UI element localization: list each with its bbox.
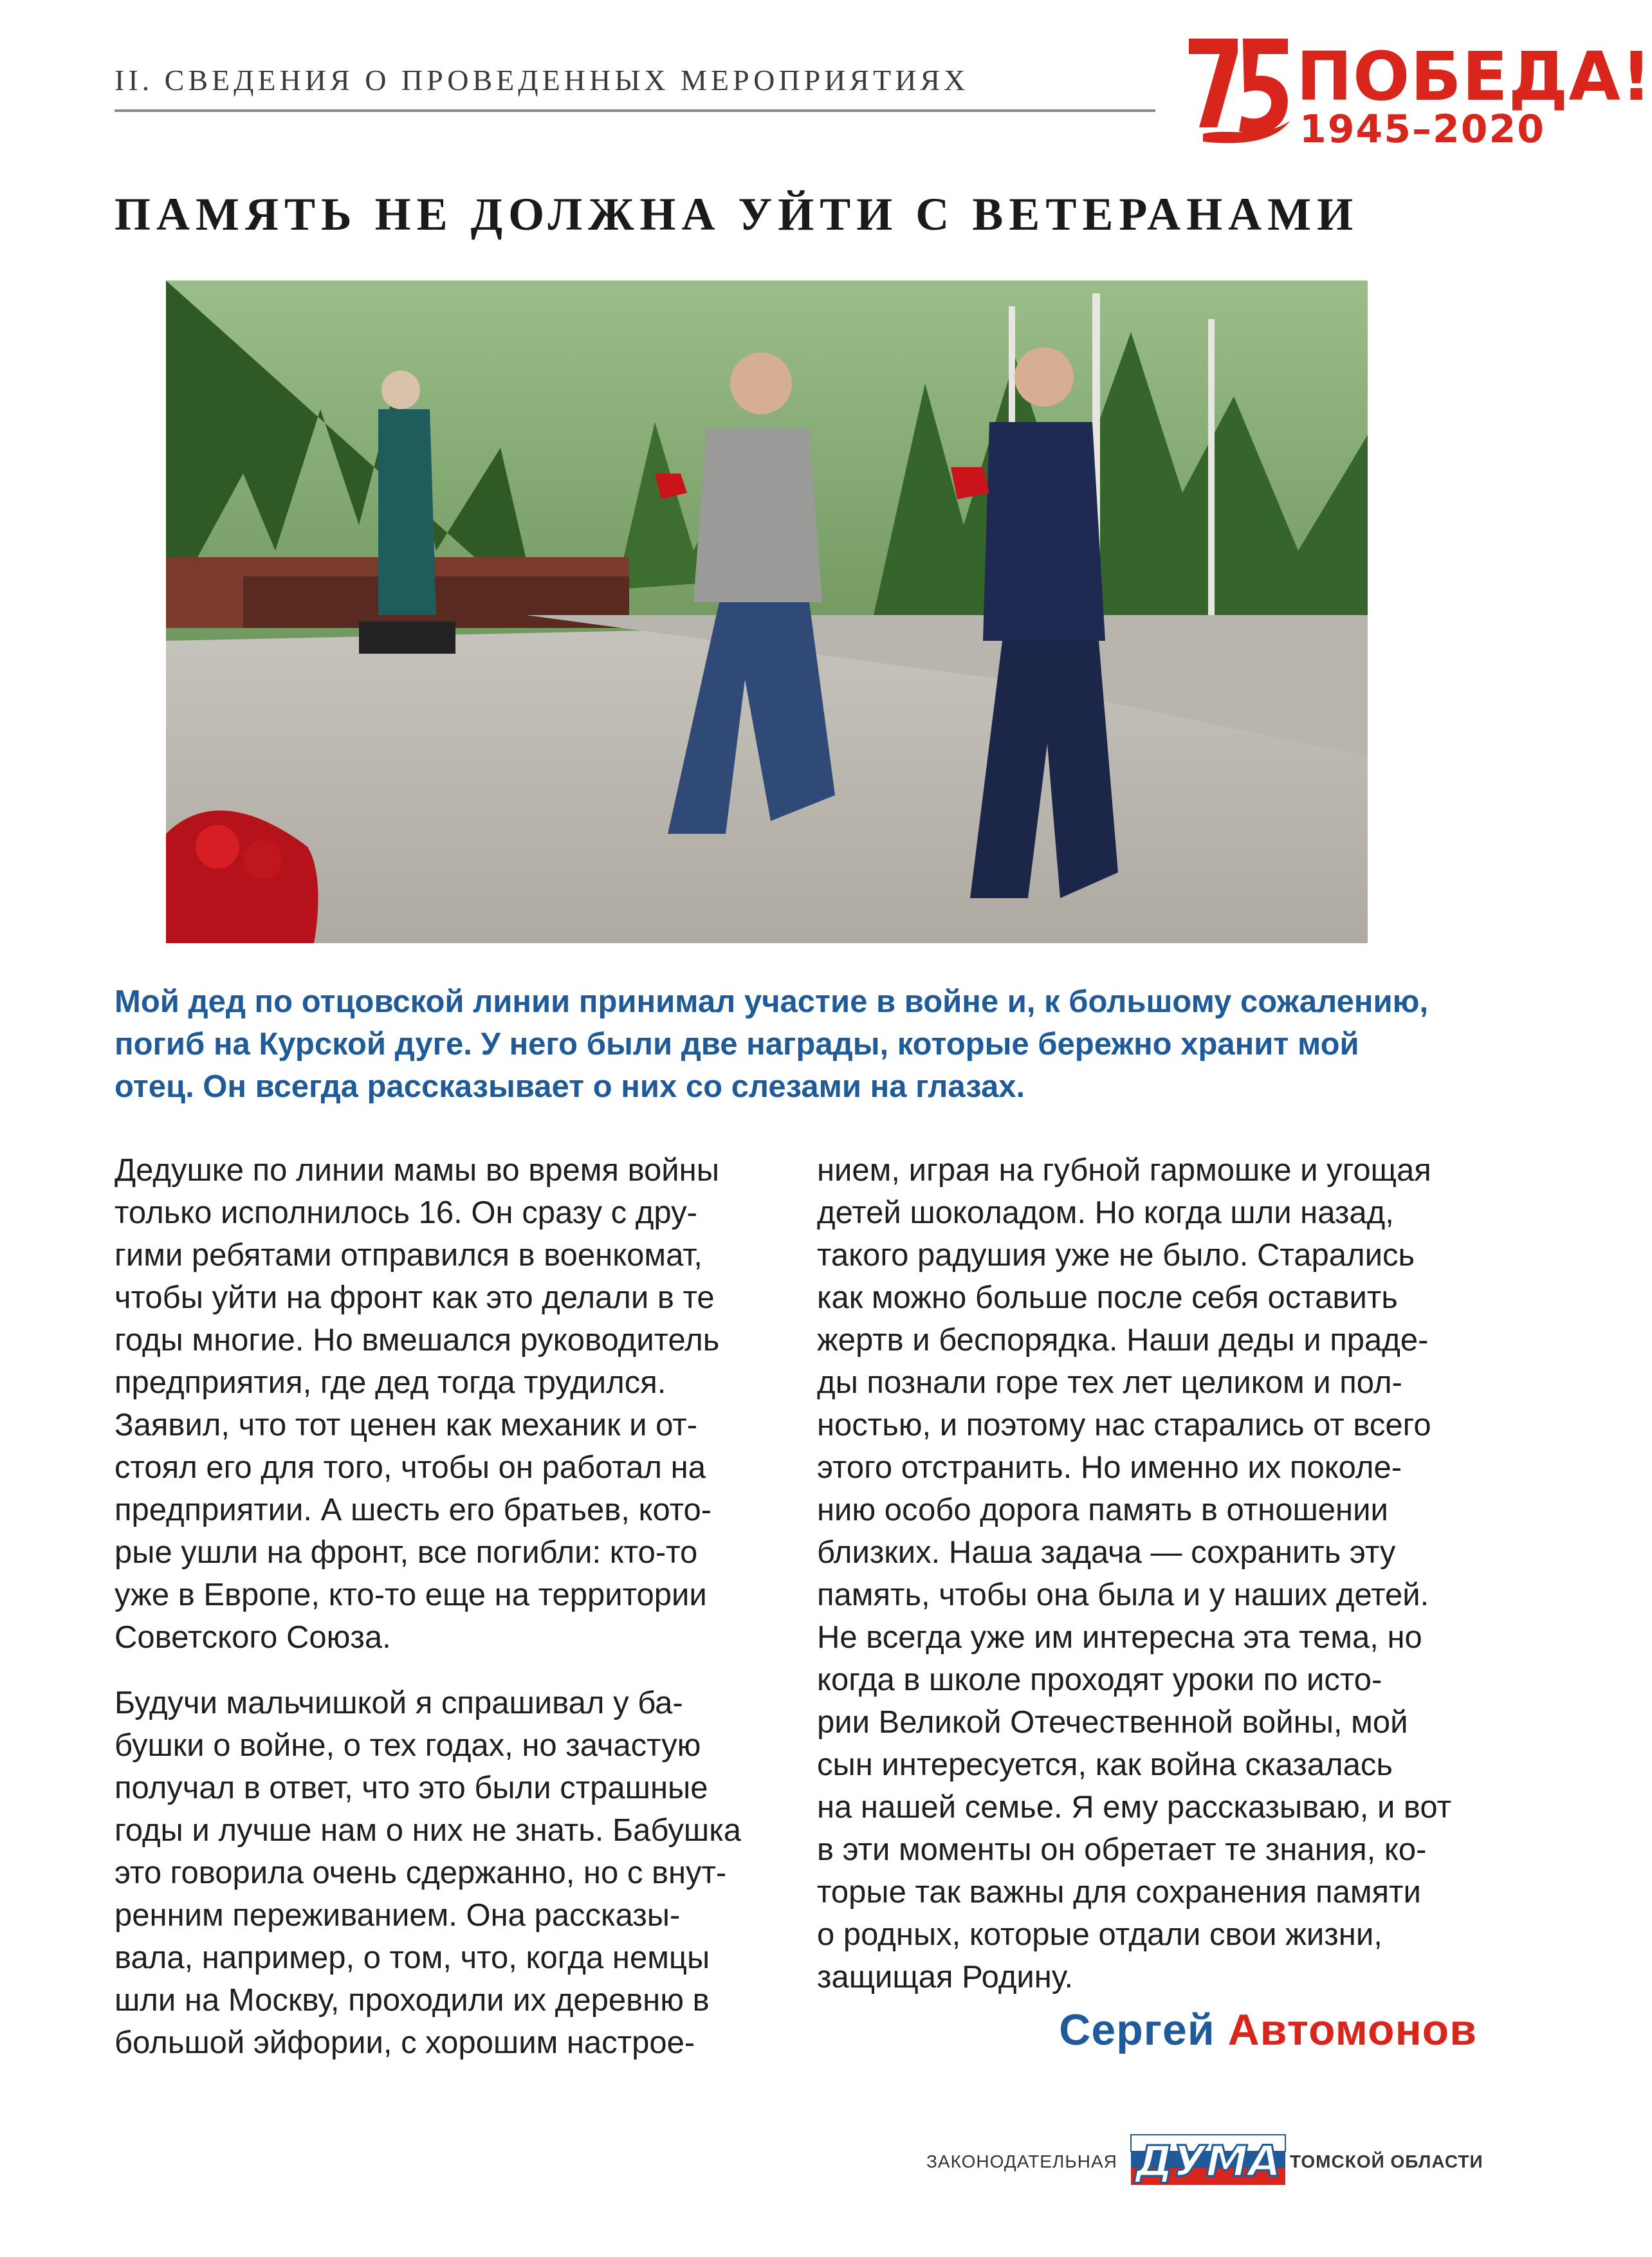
author-first-name: Сергей bbox=[1059, 2005, 1215, 2054]
text-line: только исполнилось 16. Он сразу с дру- bbox=[115, 1195, 697, 1230]
text-line: такого радушия уже не было. Старались bbox=[817, 1238, 1415, 1273]
article-lead bbox=[115, 981, 1485, 1108]
duma-flag-icon bbox=[1131, 2126, 1285, 2190]
text-line: большой эйфории, с хорошим настрое- bbox=[115, 2025, 695, 2060]
text-line: гими ребятами отправился в военкомат, bbox=[115, 1238, 702, 1273]
article-title: ПАМЯТЬ НЕ ДОЛЖНА УЙТИ С ВЕТЕРАНАМИ bbox=[115, 189, 1359, 240]
lead-line: отец. Он всегда рассказывает о них со слезами на глазах. bbox=[115, 1069, 1025, 1104]
text-line: чтобы уйти на фронт как это делали в те bbox=[115, 1280, 715, 1315]
text-line: нием, играя на губной гармошке и угощая bbox=[817, 1153, 1431, 1188]
lead-line: Мой дед по отцовской линии принимал участие в войне и, к большому сожалению, bbox=[115, 984, 1429, 1019]
text-line: предприятия, где дед тогда трудился. bbox=[115, 1365, 666, 1400]
logo-word: ПОБЕДА! bbox=[1296, 37, 1652, 116]
text-line: стоял его для того, чтобы он работал на bbox=[115, 1450, 706, 1485]
text-line: этого отстранить. Но именно их поколе- bbox=[817, 1450, 1402, 1485]
author-signature bbox=[1004, 2005, 1477, 2055]
header-rule bbox=[115, 109, 1155, 112]
text-line: ностью, и поэтому нас старались от всего bbox=[817, 1408, 1431, 1442]
duma-logo-mark: ДУМА bbox=[1135, 2137, 1281, 2186]
logo-years: 1945–2020 bbox=[1299, 107, 1545, 152]
text-line: торые так важны для сохранения памяти bbox=[817, 1875, 1421, 1910]
text-line: шли на Москву, проходили их деревню в bbox=[115, 1983, 710, 2018]
text-line: это говорила очень сдержанно, но с внут- bbox=[115, 1856, 727, 1890]
text-line: годы и лучше нам о них не знать. Бабушка bbox=[115, 1813, 741, 1848]
text-line: получал в ответ, что это были страшные bbox=[115, 1771, 708, 1805]
text-line: сын интересуется, как война сказалась bbox=[817, 1747, 1393, 1782]
text-line: ды познали горе тех лет целиком и пол- bbox=[817, 1365, 1402, 1400]
text-line: защищая Родину. bbox=[817, 1960, 1074, 1994]
text-line: детей шоколадом. Но когда шли назад, bbox=[817, 1195, 1394, 1230]
duma-logo bbox=[926, 2126, 1492, 2190]
text-line: ренним переживанием. Она рассказы- bbox=[115, 1898, 681, 1933]
text-line: годы многие. Но вмешался руководитель bbox=[115, 1323, 720, 1358]
duma-logo-left-text: ЗАКОНОДАТЕЛЬНАЯ bbox=[926, 2151, 1117, 2171]
text-line: как можно больше после себя оставить bbox=[817, 1280, 1398, 1315]
text-line: близких. Наша задача — сохранить эту bbox=[817, 1535, 1396, 1570]
section-label: II. СВЕДЕНИЯ О ПРОВЕДЕННЫХ МЕРОПРИЯТИЯХ bbox=[115, 64, 969, 97]
text-line: Заявил, что тот ценен как механик и от- bbox=[115, 1408, 698, 1442]
author-last-name: Автомонов bbox=[1227, 2005, 1477, 2054]
lead-line: погиб на Курской дуге. У него были две награды, которые бережно хранит мой bbox=[115, 1027, 1359, 1062]
duma-logo-right-text: ТОМСКОЙ ОБЛАСТИ bbox=[1290, 2151, 1483, 2171]
text-line: предприятии. А шесть его братьев, кото- bbox=[115, 1493, 712, 1527]
text-line: рии Великой Отечественной войны, мой bbox=[817, 1705, 1408, 1740]
text-line: нию особо дорога память в отношении bbox=[817, 1493, 1388, 1527]
ceremony-photo bbox=[166, 281, 1368, 943]
text-line: Дедушке по линии мамы во время войны bbox=[115, 1153, 719, 1188]
text-line: жертв и беспорядка. Наши деды и праде- bbox=[817, 1323, 1429, 1358]
text-line: вала, например, о том, что, когда немцы bbox=[115, 1940, 710, 1975]
text-line: уже в Европе, кто-то еще на территории bbox=[115, 1578, 707, 1612]
right-column bbox=[817, 1149, 1512, 1998]
paragraph bbox=[115, 1149, 809, 1659]
text-line: бушки о войне, о тех годах, но зачастую bbox=[115, 1728, 701, 1763]
text-line: о родных, которые отдали свои жизни, bbox=[817, 1917, 1382, 1952]
logo-number: 75 bbox=[1184, 31, 1185, 32]
text-line: рые ушли на фронт, все погибли: кто-то bbox=[115, 1535, 698, 1570]
text-line: на нашей семье. Я ему рассказываю, и вот bbox=[817, 1790, 1452, 1825]
text-line: память, чтобы она была и у наших детей. bbox=[817, 1578, 1429, 1612]
text-line: Не всегда уже им интересна эта тема, но bbox=[817, 1620, 1422, 1655]
victory-75-logo bbox=[1184, 31, 1652, 153]
text-line: в эти моменты он обретает те знания, ко- bbox=[817, 1832, 1427, 1867]
left-column bbox=[115, 1149, 809, 2064]
text-line: Советского Союза. bbox=[115, 1620, 391, 1655]
paragraph bbox=[817, 1149, 1512, 1998]
paragraph bbox=[115, 1682, 809, 2064]
text-line: когда в школе проходят уроки по исто- bbox=[817, 1663, 1382, 1697]
victory-75-icon bbox=[1184, 31, 1293, 147]
text-line: Будучи мальчишкой я спрашивал у ба- bbox=[115, 1686, 683, 1720]
